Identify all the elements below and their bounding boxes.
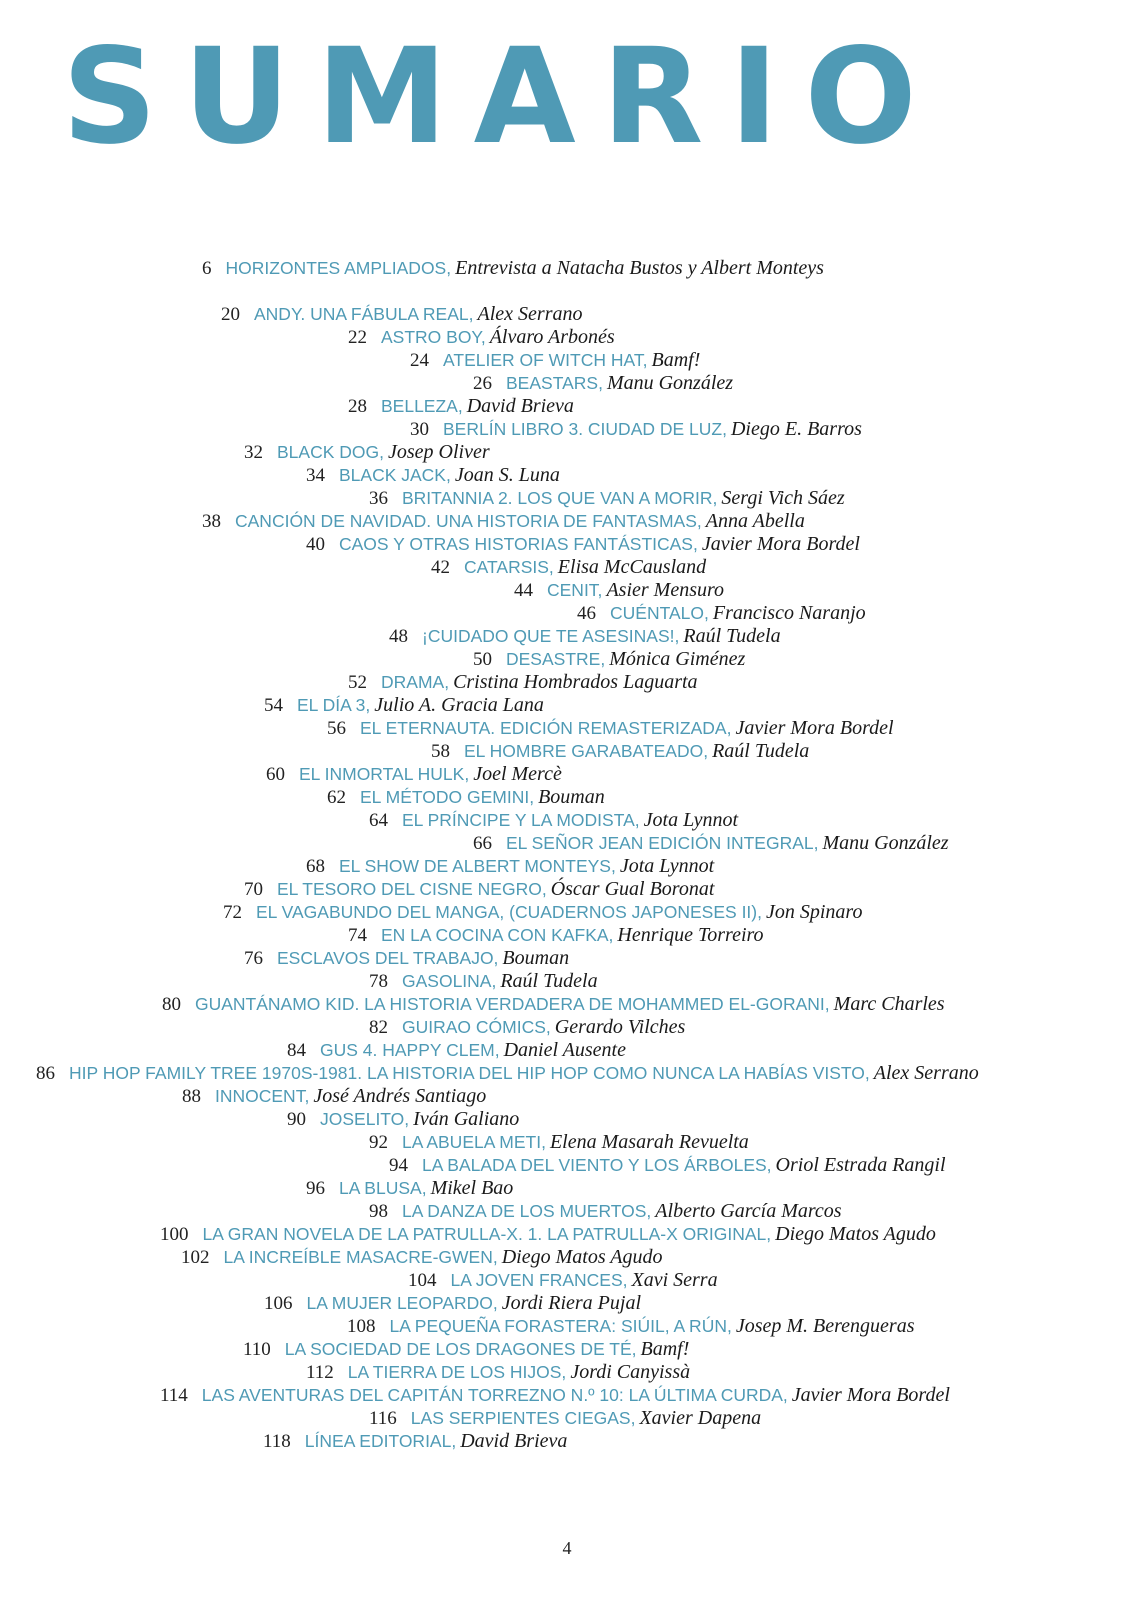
- toc-title: LA ABUELA METI,: [402, 1132, 546, 1152]
- toc-author: Bouman: [538, 786, 605, 808]
- toc-author: David Brieva: [460, 1430, 568, 1452]
- toc-title: LA JOVEN FRANCES,: [450, 1270, 628, 1290]
- page-title: SUMARIO: [62, 20, 943, 174]
- toc-entry: [162, 992, 945, 1017]
- toc-page-number: 38: [202, 511, 221, 532]
- toc-title: EL PRÍNCIPE Y LA MODISTA,: [402, 810, 640, 830]
- toc-page-number: 112: [306, 1362, 334, 1383]
- toc-author: Bouman: [502, 947, 570, 969]
- toc-entry: [347, 1314, 914, 1339]
- toc-entry: [514, 578, 724, 603]
- toc-page-number: 66: [473, 833, 492, 854]
- toc-author: Javier Mora Bordel: [701, 533, 860, 555]
- toc-page-number: 116: [369, 1408, 397, 1429]
- toc-entry: [244, 877, 714, 902]
- toc-page-number: 26: [473, 373, 492, 394]
- toc-entry: [181, 1245, 662, 1270]
- toc-title: LA BALADA DEL VIENTO Y LOS ÁRBOLES,: [422, 1155, 772, 1175]
- toc-page-number: 48: [389, 626, 408, 647]
- toc-author: Jota Lynnot: [643, 809, 739, 831]
- toc-page-number: 62: [327, 787, 346, 808]
- toc-author: Joan S. Luna: [454, 464, 560, 486]
- toc-title: BLACK JACK,: [339, 465, 451, 485]
- toc-page-number: 114: [160, 1385, 188, 1406]
- toc-page-number: 22: [348, 327, 367, 348]
- toc-title: LA SOCIEDAD DE LOS DRAGONES DE TÉ,: [284, 1339, 637, 1359]
- toc-page-number: 94: [389, 1155, 408, 1176]
- toc-author: Mónica Giménez: [609, 648, 746, 670]
- toc-author: Entrevista a Natacha Bustos y Albert Monteys: [455, 257, 824, 279]
- toc-author: Jota Lynnot: [619, 855, 715, 877]
- toc-author: Oriol Estrada Rangil: [775, 1154, 946, 1176]
- toc-entry: [221, 302, 582, 327]
- toc-entry: [348, 325, 615, 350]
- toc-page-number: 56: [327, 718, 346, 739]
- toc-author: Marc Charles: [833, 993, 945, 1015]
- toc-author: Diego Matos Agudo: [775, 1223, 936, 1245]
- toc-author: Mikel Bao: [430, 1177, 514, 1199]
- toc-entry: [410, 348, 700, 373]
- toc-entry: [160, 1383, 950, 1408]
- toc-page-number: 64: [369, 810, 388, 831]
- toc-author: Javier Mora Bordel: [791, 1384, 950, 1406]
- toc-author: Jordi Riera Pujal: [501, 1292, 642, 1314]
- toc-entry: [223, 900, 862, 925]
- toc-page-number: 88: [182, 1086, 201, 1107]
- toc-title: EL ETERNAUTA. EDICIÓN REMASTERIZADA,: [360, 718, 732, 738]
- toc-author: Cristina Hombrados Laguarta: [453, 671, 698, 693]
- toc-page-number: 108: [347, 1316, 376, 1337]
- toc-entry: [473, 831, 949, 856]
- toc-title: HIP HOP FAMILY TREE 1970S-1981. LA HISTORIA DEL HIP HOP COMO NUNCA LA HABÍAS VISTO,: [69, 1063, 870, 1083]
- toc-title: EL SHOW DE ALBERT MONTEYS,: [339, 856, 616, 876]
- toc-title: EL HOMBRE GARABATEADO,: [464, 741, 709, 761]
- toc-author: Xavier Dapena: [639, 1407, 762, 1429]
- toc-entry: [202, 509, 805, 534]
- toc-page-number: 102: [181, 1247, 210, 1268]
- toc-entry: [369, 969, 598, 994]
- toc-author: José Andrés Santiago: [313, 1085, 487, 1107]
- toc-title: LA TIERRA DE LOS HIJOS,: [347, 1362, 567, 1382]
- toc-title: HORIZONTES AMPLIADOS,: [225, 258, 452, 278]
- toc-page-number: 50: [473, 649, 492, 670]
- toc-entry: [202, 256, 824, 281]
- toc-title: LA MUJER LEOPARDO,: [306, 1293, 498, 1313]
- toc-page-number: 92: [369, 1132, 388, 1153]
- toc-author: Alex Serrano: [477, 303, 583, 325]
- toc-entry: [369, 1015, 685, 1040]
- toc-title: LA BLUSA,: [339, 1178, 427, 1198]
- toc-title: ¡CUIDADO QUE TE ASESINAS!,: [422, 626, 680, 646]
- toc-entry: [264, 693, 544, 718]
- toc-entry: [369, 1406, 761, 1431]
- toc-entry: [348, 670, 698, 695]
- toc-title: EL INMORTAL HULK,: [299, 764, 470, 784]
- toc-entry: [369, 1130, 749, 1155]
- toc-title: CUÉNTALO,: [610, 603, 709, 623]
- toc-entry: [306, 463, 560, 488]
- toc-title: EN LA COCINA CON KAFKA,: [381, 925, 614, 945]
- toc-page-number: 46: [577, 603, 596, 624]
- toc-author: Raúl Tudela: [712, 740, 810, 762]
- toc-entry: [431, 555, 706, 580]
- toc-page-number: 20: [221, 304, 240, 325]
- toc-entry: [306, 1176, 513, 1201]
- toc-title: GUANTÁNAMO KID. LA HISTORIA VERDADERA DE MOHAMMED EL-GORANI,: [195, 994, 830, 1014]
- toc-author: Julio A. Gracia Lana: [374, 694, 544, 716]
- toc-author: Manu González: [822, 832, 949, 854]
- toc-title: EL DÍA 3,: [297, 695, 371, 715]
- toc-page-number: 30: [410, 419, 429, 440]
- toc-author: Francisco Naranjo: [712, 602, 866, 624]
- toc-entry: [348, 923, 764, 948]
- toc-author: Diego E. Barros: [730, 418, 862, 440]
- toc-title: CANCIÓN DE NAVIDAD. UNA HISTORIA DE FANTASMAS,: [235, 511, 702, 531]
- toc-title: CAOS Y OTRAS HISTORIAS FANTÁSTICAS,: [339, 534, 698, 554]
- toc-page-number: 80: [162, 994, 181, 1015]
- toc-title: EL MÉTODO GEMINI,: [360, 787, 535, 807]
- toc-page-number: 100: [160, 1224, 189, 1245]
- toc-author: Bamf!: [640, 1338, 690, 1360]
- toc-title: LA DANZA DE LOS MUERTOS,: [402, 1201, 652, 1221]
- toc-page-number: 84: [287, 1040, 306, 1061]
- toc-page-number: 74: [348, 925, 367, 946]
- toc-entry: [473, 371, 733, 396]
- toc-page-number: 32: [244, 442, 263, 463]
- toc-entry: [36, 1061, 979, 1086]
- toc-page-number: 36: [369, 488, 388, 509]
- toc-author: Josep Oliver: [387, 441, 490, 463]
- toc-author: Gerardo Vilches: [554, 1016, 686, 1038]
- toc-title: EL VAGABUNDO DEL MANGA, (CUADERNOS JAPONESES II),: [256, 902, 762, 922]
- toc-title: DESASTRE,: [506, 649, 606, 669]
- toc-author: Jon Spinaro: [765, 901, 863, 923]
- toc-entry: [327, 785, 605, 810]
- toc-author: Sergi Vich Sáez: [721, 487, 845, 509]
- toc-entry: [473, 647, 745, 672]
- toc-title: GASOLINA,: [402, 971, 497, 991]
- toc-entry: [327, 716, 894, 741]
- toc-author: Javier Mora Bordel: [735, 717, 894, 739]
- toc-entry: [577, 601, 866, 626]
- page-number: 4: [562, 1538, 572, 1558]
- toc-title: LA PEQUEÑA FORASTERA: SIÚIL, A RÚN,: [389, 1316, 732, 1336]
- toc-author: Anna Abella: [705, 510, 805, 532]
- toc-entry: [389, 624, 781, 649]
- toc-page-number: 58: [431, 741, 450, 762]
- toc-title: LA INCREÍBLE MASACRE-GWEN,: [223, 1247, 498, 1267]
- toc-title: ATELIER OF WITCH HAT,: [443, 350, 648, 370]
- toc-page-number: 70: [244, 879, 263, 900]
- toc-page-number: 40: [306, 534, 325, 555]
- toc-page-number: 76: [244, 948, 263, 969]
- toc-page-number: 90: [287, 1109, 306, 1130]
- toc-title: BRITANNIA 2. LOS QUE VAN A MORIR,: [402, 488, 718, 508]
- toc-page-number: 78: [369, 971, 388, 992]
- toc-page-number: 60: [266, 764, 285, 785]
- toc-page-number: 28: [348, 396, 367, 417]
- toc-entry: [160, 1222, 936, 1247]
- toc-page-number: 72: [223, 902, 242, 923]
- toc-entry: [408, 1268, 718, 1293]
- toc-author: Asier Mensuro: [606, 579, 725, 601]
- toc-entry: [348, 394, 574, 419]
- toc-author: Henrique Torreiro: [617, 924, 764, 946]
- toc-entry: [410, 417, 862, 442]
- toc-title: LA GRAN NOVELA DE LA PATRULLA-X. 1. LA PATRULLA-X ORIGINAL,: [202, 1224, 772, 1244]
- toc-entry: [431, 739, 809, 764]
- toc-author: Álvaro Arbonés: [489, 326, 615, 348]
- toc-page-number: 96: [306, 1178, 325, 1199]
- toc-author: Bamf!: [651, 349, 701, 371]
- toc-page-number: 110: [243, 1339, 271, 1360]
- toc-page-number: 44: [514, 580, 533, 601]
- toc-author: Manu González: [606, 372, 734, 394]
- toc-author: Daniel Ausente: [503, 1039, 626, 1061]
- toc-author: Alberto García Marcos: [655, 1200, 842, 1222]
- toc-title: LÍNEA EDITORIAL,: [304, 1431, 457, 1451]
- toc-title: BEASTARS,: [506, 373, 603, 393]
- toc-author: Raúl Tudela: [500, 970, 598, 992]
- toc-author: Raúl Tudela: [683, 625, 781, 647]
- toc-author: Elena Masarah Revuelta: [549, 1131, 749, 1153]
- toc-entry: [369, 1199, 842, 1224]
- toc-page-number: 42: [431, 557, 450, 578]
- toc-title: DRAMA,: [381, 672, 450, 692]
- toc-title: GUS 4. HAPPY CLEM,: [320, 1040, 500, 1060]
- toc-page-number: 86: [36, 1063, 55, 1084]
- toc-page-number: 98: [369, 1201, 388, 1222]
- toc-entry: [287, 1038, 626, 1063]
- toc-page-number: 34: [306, 465, 325, 486]
- toc-page-number: 54: [264, 695, 283, 716]
- toc-author: David Brieva: [466, 395, 574, 417]
- toc-title: EL TESORO DEL CISNE NEGRO,: [277, 879, 547, 899]
- toc-entry: [266, 762, 562, 787]
- toc-author: Iván Galiano: [413, 1108, 520, 1130]
- toc-author: Jordi Canyissà: [570, 1361, 691, 1383]
- toc-page-number: 106: [264, 1293, 293, 1314]
- toc-title: BERLÍN LIBRO 3. CIUDAD DE LUZ,: [443, 419, 727, 439]
- toc-entry: [264, 1291, 641, 1316]
- toc-entry: [244, 440, 490, 465]
- toc-page-number: 24: [410, 350, 429, 371]
- toc-entry: [369, 486, 845, 511]
- toc-title: LAS SERPIENTES CIEGAS,: [410, 1408, 636, 1428]
- toc-entry: [306, 854, 714, 879]
- toc-page-number: 68: [306, 856, 325, 877]
- toc-entry: [287, 1107, 519, 1132]
- toc-page-number: 104: [408, 1270, 437, 1291]
- toc-author: Óscar Gual Boronat: [550, 878, 715, 900]
- toc-author: Josep M. Berengueras: [735, 1315, 915, 1337]
- toc-title: JOSELITO,: [320, 1109, 410, 1129]
- toc-page-number: 82: [369, 1017, 388, 1038]
- toc-entry: [389, 1153, 946, 1178]
- toc-author: Xavi Serra: [631, 1269, 718, 1291]
- toc-title: EL SEÑOR JEAN EDICIÓN INTEGRAL,: [506, 833, 819, 853]
- toc-title: ESCLAVOS DEL TRABAJO,: [277, 948, 499, 968]
- toc-entry: [243, 1337, 689, 1362]
- toc-author: Diego Matos Agudo: [501, 1246, 663, 1268]
- toc-author: Elisa McCausland: [557, 556, 707, 578]
- toc-entry: [182, 1084, 486, 1109]
- toc-entry: [306, 532, 860, 557]
- toc-title: LAS AVENTURAS DEL CAPITÁN TORREZNO N.º 10: LA ÚLTIMA CURDA,: [201, 1385, 788, 1405]
- toc-entry: [306, 1360, 690, 1385]
- toc-page-number: 6: [202, 258, 212, 279]
- toc-title: ANDY. UNA FÁBULA REAL,: [254, 304, 474, 324]
- toc-entry: [369, 808, 738, 833]
- toc-author: Alex Serrano: [873, 1062, 979, 1084]
- toc-title: ASTRO BOY,: [381, 327, 486, 347]
- toc-title: BELLEZA,: [381, 396, 463, 416]
- toc-title: CENIT,: [547, 580, 603, 600]
- toc-title: INNOCENT,: [215, 1086, 310, 1106]
- toc-page-number: 118: [263, 1431, 291, 1452]
- toc-title: BLACK DOG,: [277, 442, 384, 462]
- toc-author: Joel Mercè: [473, 763, 562, 785]
- toc-page-number: 52: [348, 672, 367, 693]
- toc-title: CATARSIS,: [464, 557, 554, 577]
- toc-title: GUIRAO CÓMICS,: [402, 1017, 551, 1037]
- toc-entry: [263, 1429, 567, 1454]
- toc-entry: [244, 946, 569, 971]
